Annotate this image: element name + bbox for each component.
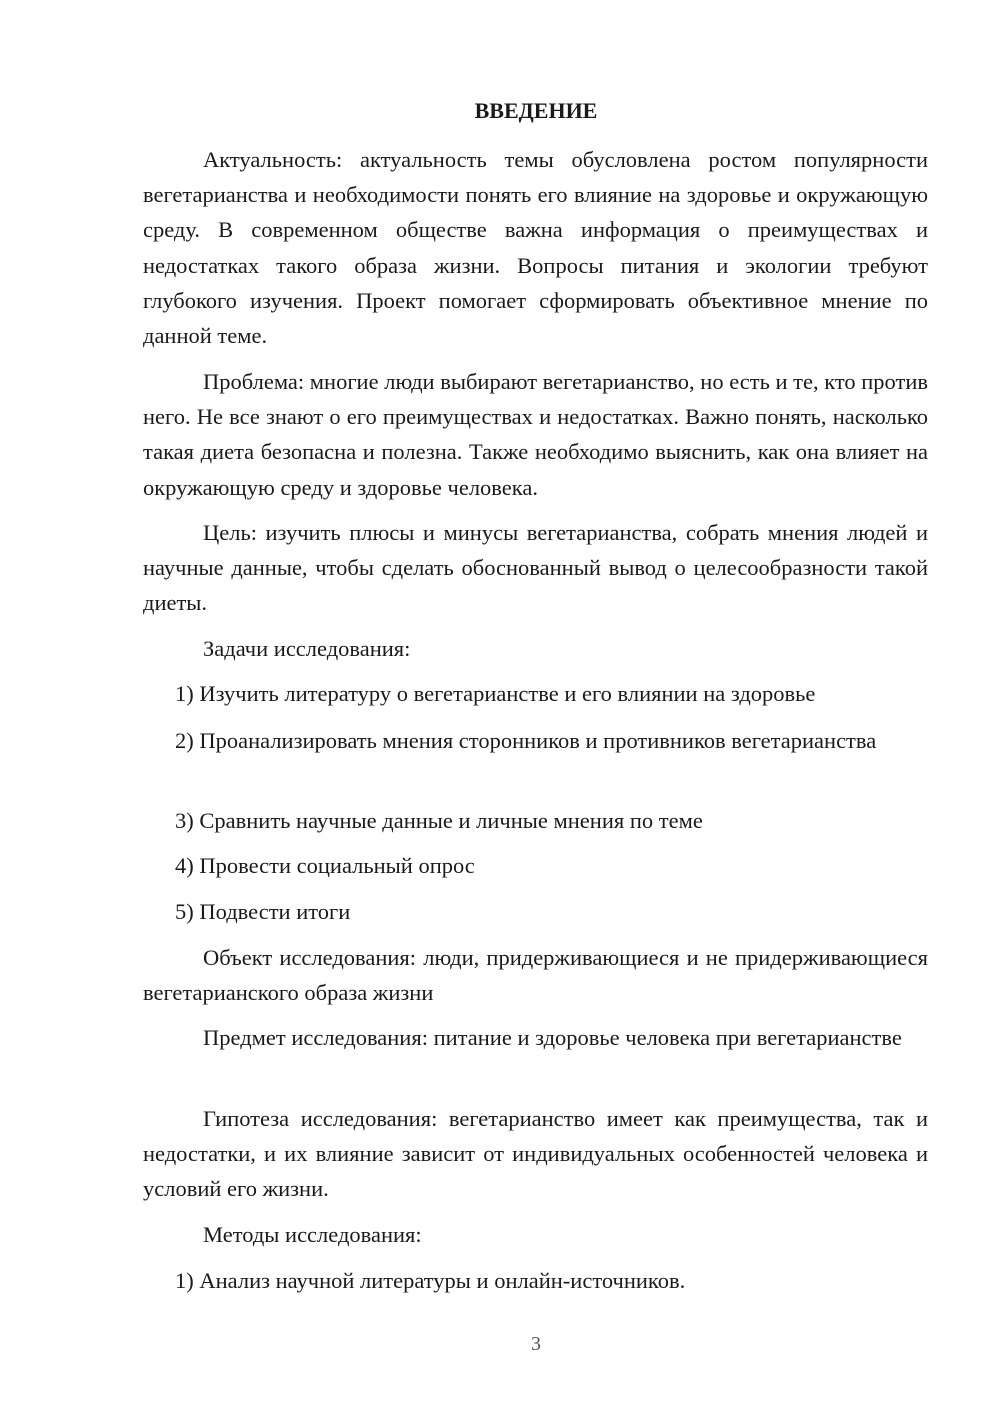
task-item: 1) Изучить литературу о вегетарианстве и его влиянии на здоровье bbox=[175, 681, 816, 706]
task-item: 4) Провести социальный опрос bbox=[175, 853, 475, 878]
subject-paragraph: Предмет исследования: питание и здоровье человека при вегетарианстве bbox=[203, 1025, 902, 1050]
methods-title: Методы исследования: bbox=[203, 1222, 422, 1247]
relevance-paragraph: Актуальность: актуальность темы обусловлена ростом популярности вегетарианства и необходимости понять его влияние на здоровье и окружающую среду. В современном обществе важна информация о преимуществах и недостатках такого образа жизни. Вопросы питания и экологии требуют глубокого изучения. Проект помогает сформировать объективное мнение по данной теме. bbox=[143, 147, 928, 349]
object-paragraph: Объект исследования: люди, придерживающиеся и не придерживающиеся вегетарианского образа жизни bbox=[143, 945, 928, 1006]
goal-paragraph: Цель: изучить плюсы и минусы вегетарианства, собрать мнения людей и научные данные, чтобы сделать обоснованный вывод о целесообразности такой диеты. bbox=[143, 520, 928, 616]
method-item: 1) Анализ научной литературы и онлайн-источников. bbox=[175, 1268, 686, 1293]
task-item: 3) Сравнить научные данные и личные мнения по теме bbox=[175, 808, 703, 833]
hypothesis-paragraph: Гипотеза исследования: вегетарианство имеет как преимущества, так и недостатки, и их влияние зависит от индивидуальных особенностей человека и условий его жизни. bbox=[143, 1106, 928, 1202]
tasks-title: Задачи исследования: bbox=[203, 636, 411, 661]
page-number: 3 bbox=[531, 1333, 541, 1355]
task-item: 2) Проанализировать мнения сторонников и противников вегетарианства bbox=[175, 728, 877, 753]
problem-paragraph: Проблема: многие люди выбирают вегетарианство, но есть и те, кто против него. Не все знают о его преимуществах и недостатках. Важно понять, насколько такая диета безопасна и полезна. Также необходимо выяснить, как она влияет на окружающую среду и здоровье человека. bbox=[143, 369, 928, 500]
page-heading: ВВЕДЕНИЕ bbox=[474, 98, 598, 123]
task-item: 5) Подвести итоги bbox=[175, 899, 351, 924]
